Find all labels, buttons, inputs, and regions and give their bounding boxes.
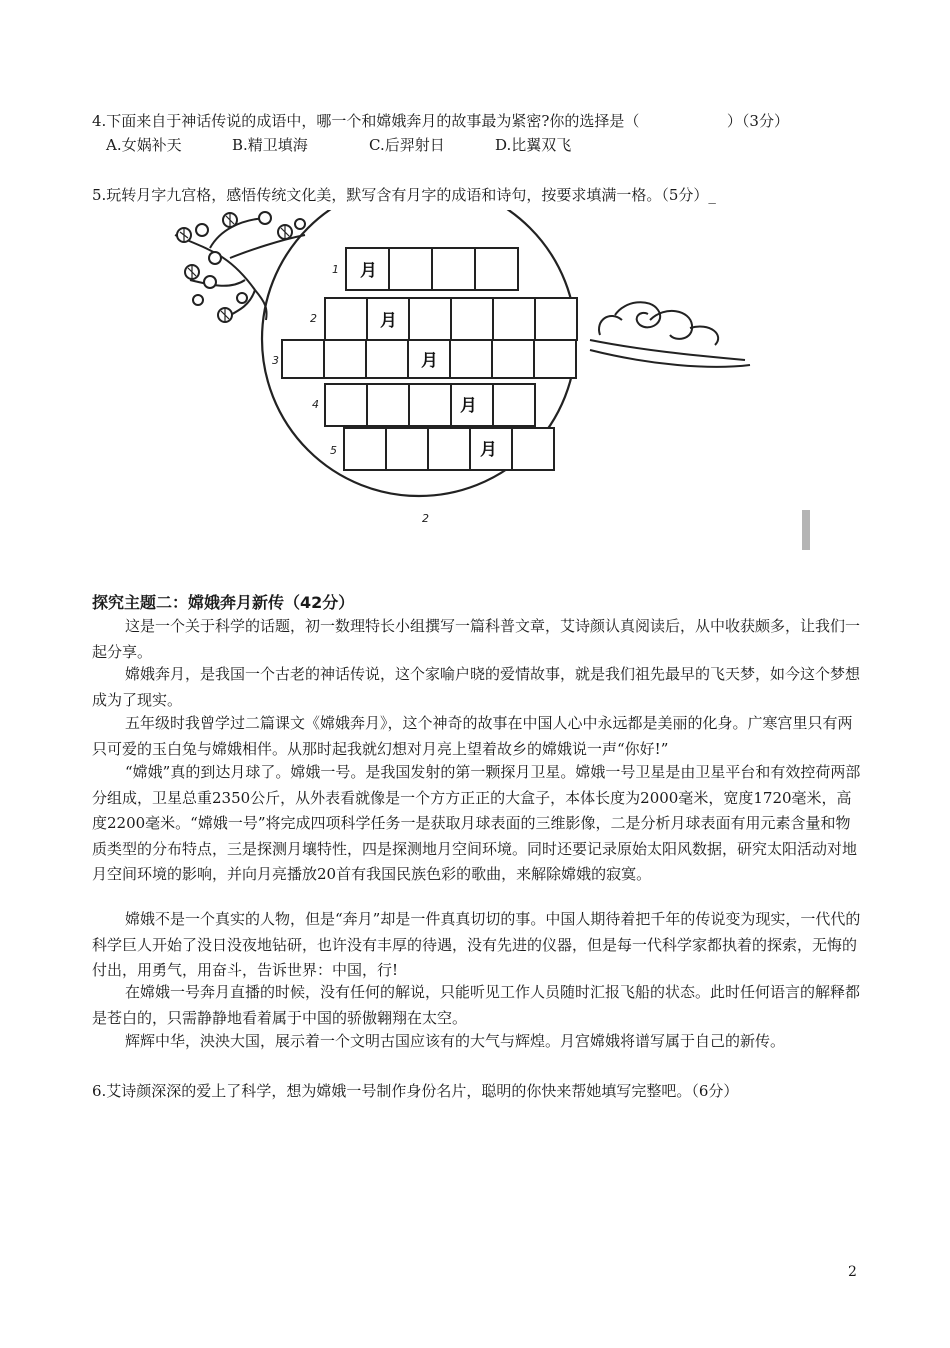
grid-char-moon: 月 <box>480 440 497 460</box>
grid-row-5 <box>344 428 554 470</box>
row-label-3: 3 <box>272 354 279 367</box>
row-label-4: 4 <box>312 398 319 411</box>
scan-smudge <box>802 510 810 550</box>
option-d: D.比翼双飞 <box>495 136 572 154</box>
option-a: A.女娲补天 <box>106 136 182 154</box>
option-b: B.精卫填海 <box>232 136 308 154</box>
row-label-1: 1 <box>332 263 339 276</box>
bottom-label: 2 <box>422 512 429 525</box>
paragraph-4: “嫦娥”真的到达月球了。嫦娥一号。是我国发射的第一颗探月卫星。嫦娥一号卫星是由卫星平台和有效控荷两部分组成，卫星总重2350公斤，从外表看就像是一个方方正正的大盒子，本体长度为2000毫米，宽度1720毫米，高度2200毫米。“嫦娥一号”将完成四项科学任务一是获取月球表面的三维影像，二是分析月球表面有用元素含量和物质类型的分布特点，三是探测月壤特性，四是探测地月空间环境。同时还要记录原始太阳风数据，研究太阳活动对地月空间环境的影响，并向月亮播放20首有我国民族色彩的歌曲，来解除嫦娥的寂寞。 <box>92 763 861 884</box>
question-4-prompt: 4.下面来自于神话传说的成语中，哪一个和嫦娥奔月的故事最为紧密?你的选择是（ <box>92 112 640 130</box>
paragraph-7: 辉辉中华，泱泱大国，展示着一个文明古国应该有的大气与辉煌。月宫嫦娥将谱写属于自己的新传。 <box>125 1032 786 1050</box>
question-6-text: 6.艾诗颜深深的爱上了科学，想为嫦娥一号制作身份名片，聪明的你快来帮她填写完整吧。（6分） <box>92 1082 739 1100</box>
paragraph-6: 在嫦娥一号奔月直播的时候，没有任何的解说，只能听见工作人员随时汇报飞船的状态。此时任何语言的解释都是苍白的，只需静静地看着属于中国的骄傲翱翔在太空。 <box>92 983 861 1027</box>
grid-char-moon: 月 <box>421 351 438 371</box>
grid-row-4 <box>325 384 535 426</box>
section-heading: 探究主题二：嫦娥奔月新传（42分） <box>92 593 355 612</box>
grid-char-moon: 月 <box>360 261 377 281</box>
grid-row-2 <box>325 298 577 340</box>
page-number: 2 <box>848 1264 857 1280</box>
paragraph-2: 嫦娥奔月，是我国一个古老的神话传说，这个家喻户晓的爱情故事，就是我们祖先最早的飞天梦，如今这个梦想成为了现实。 <box>92 665 861 709</box>
grid-char-moon: 月 <box>380 311 397 331</box>
moon-grid-figure <box>170 210 810 550</box>
cloud-decoration <box>590 302 750 367</box>
row-label-2: 2 <box>310 312 317 325</box>
paragraph-1: 这是一个关于科学的话题，初一数理特长小组撰写一篇科普文章，艾诗颜认真阅读后，从中收获颇多，让我们一起分享。 <box>92 617 861 661</box>
plum-blossom-decoration <box>175 212 305 322</box>
option-c: C.后羿射日 <box>369 136 445 154</box>
paragraph-3: 五年级时我曾学过二篇课文《嫦娥奔月》，这个神奇的故事在中国人心中永远都是美丽的化身。广寒宫里只有两只可爱的玉白兔与嫦娥相伴。从那时起我就幻想对月亮上望着故乡的嫦娥说一声“你好!” <box>92 714 853 758</box>
row-label-5: 5 <box>330 444 337 457</box>
paragraph-5: 嫦娥不是一个真实的人物，但是“奔月”却是一件真真切切的事。中国人期待着把千年的传说变为现实，一代代的科学巨人开始了没日没夜地钻研，也许没有丰厚的待遇，没有先进的仪器，但是每一代科学家都执着的探索，无悔的付出，用勇气，用奋斗，告诉世界：中国，行! <box>92 910 861 980</box>
question-4-score: ）（3分） <box>726 112 789 130</box>
question-5-text: 5.玩转月字九宫格，感悟传统文化美，默写含有月字的成语和诗句，按要求填满一格。（5分）_ <box>92 186 716 204</box>
question-4-text <box>92 110 789 132</box>
grid-char-moon: 月 <box>460 396 477 416</box>
